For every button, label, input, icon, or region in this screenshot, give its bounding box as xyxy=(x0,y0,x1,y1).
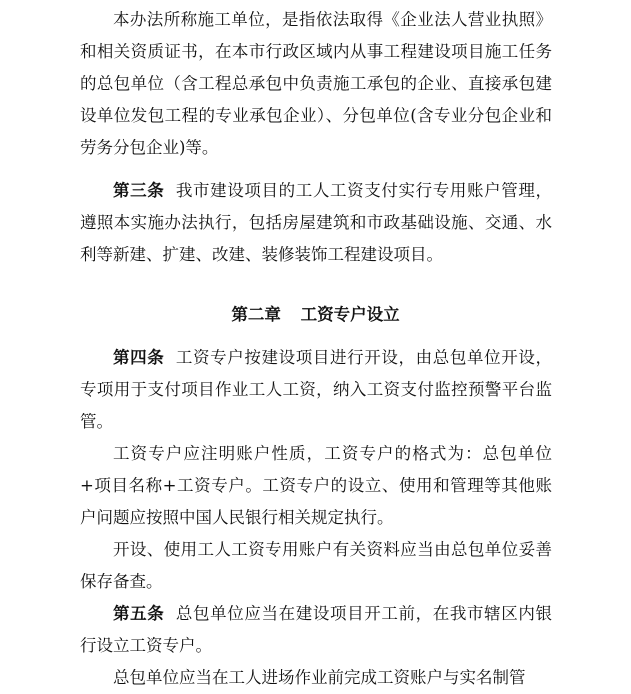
paragraph-account-linkage xyxy=(80,662,552,694)
chapter-title: 工资专户设立 xyxy=(300,305,400,324)
paragraph-article-4 xyxy=(80,342,552,438)
chapter-number: 第二章 xyxy=(231,305,281,324)
paragraph-account-format xyxy=(80,438,552,534)
paragraph-text: 开设、使用工人工资专用账户有关资料应当由总包单位妥善保存备查。 xyxy=(80,540,552,591)
paragraph-record-keeping xyxy=(80,534,552,598)
paragraph-article-5 xyxy=(80,598,552,662)
paragraph-text: 总包单位应当在工人进场作业前完成工资账户与实名制管 xyxy=(113,668,526,687)
paragraph-scope-definition xyxy=(80,4,552,164)
article-label: 第五条 xyxy=(113,604,165,623)
paragraph-text: 总包单位应当在建设项目开工前，在我市辖区内银行设立工资专户。 xyxy=(80,604,553,655)
article-label: 第三条 xyxy=(113,181,165,200)
chapter-heading xyxy=(0,299,631,331)
paragraph-text: 本办法所称施工单位，是指依法取得《企业法人营业执照》和相关资质证书，在本市行政区域内从事工程建设项目施工任务的总包单位（含工程总承包中负责施工承包的企业、直接承包建设单位发包工程的专业承包企业）、分包单位(含专业分包企业和劳务分包企业)等。 xyxy=(80,10,552,157)
article-label: 第四条 xyxy=(113,348,165,367)
paragraph-article-3 xyxy=(80,175,552,271)
paragraph-text: 我市建设项目的工人工资支付实行专用账户管理，遵照本实施办法执行，包括房屋建筑和市政基础设施、交通、水利等新建、扩建、改建、装修装饰工程建设项目。 xyxy=(80,181,553,264)
paragraph-text: 工资专户按建设项目进行开设，由总包单位开设，专项用于支付项目作业工人工资，纳入工资支付监控预警平台监管。 xyxy=(80,348,553,431)
paragraph-text: 工资专户应注明账户性质，工资专户的格式为：总包单位+项目名称+工资专户。工资专户的设立、使用和管理等其他账户问题应按照中国人民银行相关规定执行。 xyxy=(80,444,552,527)
